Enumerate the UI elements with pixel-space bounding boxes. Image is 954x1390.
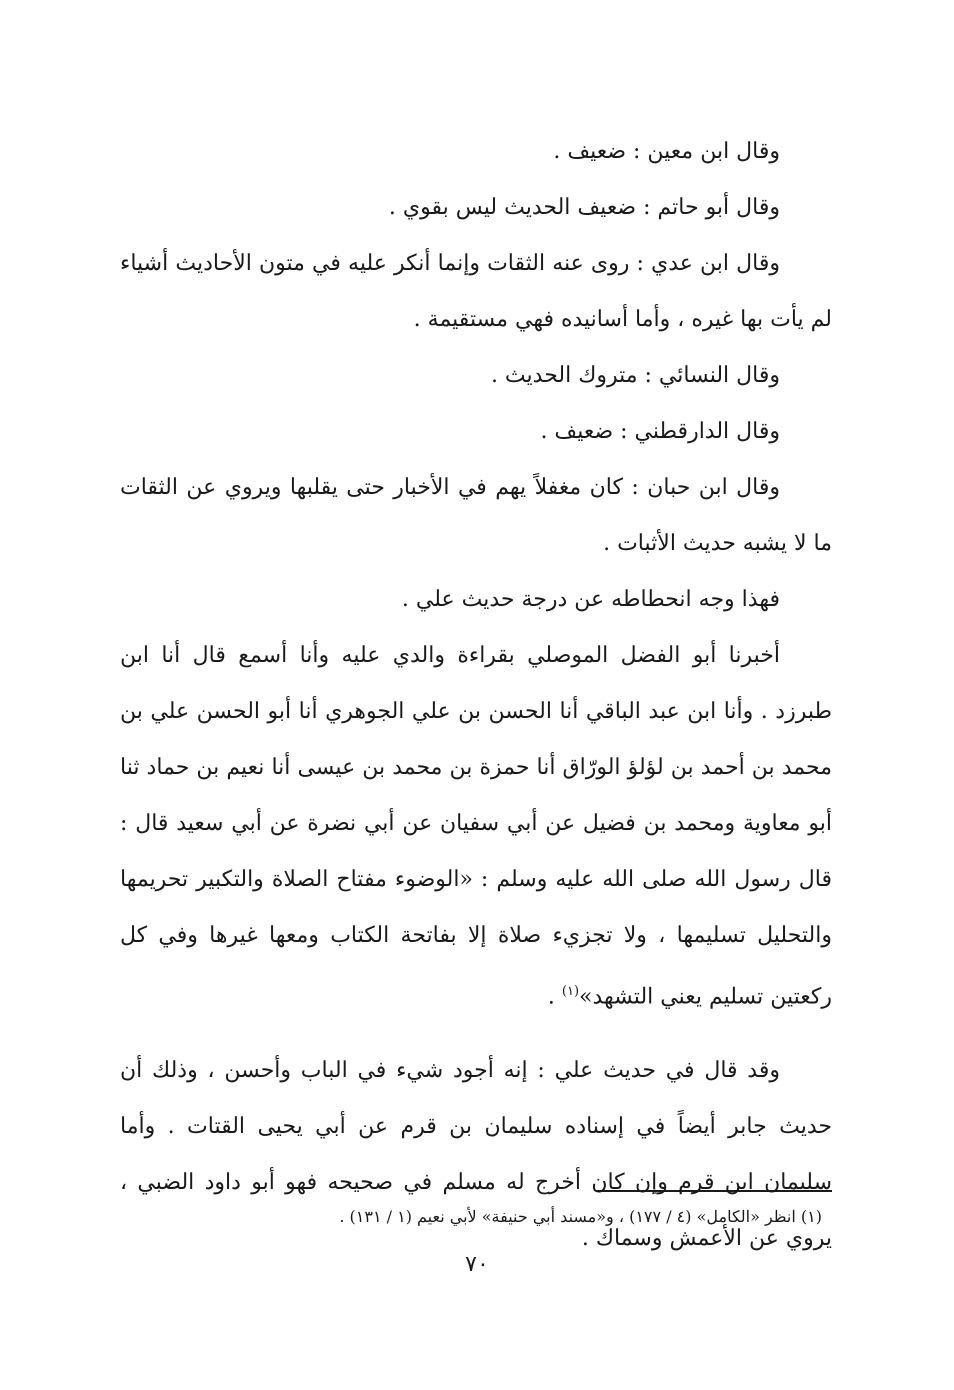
paragraph-daraqutni: وقال الدارقطني : ضعيف . xyxy=(540,419,780,444)
main-text xyxy=(120,124,832,1267)
paragraph-hadith-isnad xyxy=(120,628,832,1025)
paragraph-ibn-adi: وقال ابن عدي : روى عنه الثقات وإنما أنكر عليه في متون الأحاديث أشياء لم يأت بها غيره ، وأما أسانيده فهي مستقيمة . xyxy=(120,251,832,332)
footnote-marker: (١) xyxy=(561,984,580,999)
trailing-period: . xyxy=(547,984,562,1010)
paragraph-nasai: وقال النسائي : متروك الحديث . xyxy=(490,363,780,388)
paragraph-abu-hatim: وقال أبو حاتم : ضعيف الحديث ليس بقوي . xyxy=(388,195,780,220)
paragraph-ibn-hibban: وقال ابن حبان : كان مغفلاً يهم في الأخبار حتى يقلبها ويروي عن الثقات ما لا يشبه حديث الأثبات . xyxy=(120,475,832,556)
page-number: ٧٠ xyxy=(465,1252,489,1277)
hadith-isnad-text: أخبرنا أبو الفضل الموصلي بقراءة والدي عليه وأنا أسمع قال أنا ابن طبرزد . وأنا ابن عبد الباقي أنا الحسن بن علي الجوهري أنا أبو الحسن علي بن محمد بن أحمد بن لؤلؤ الورّاق أنا حمزة بن محمد بن عيسى أنا نعيم بن حماد ثنا أبو معاوية ومحمد بن فضيل عن أبي سفيان عن أبي نضرة عن أبي سعيد قال : قال رسول الله صلى الله عليه وسلم : «الوضوء مفتاح الصلاة والتكبير تحريمها والتحليل تسليمها ، ولا تجزيء صلاة إلا بفاتحة الكتاب ومعها غيرها وفي كل ركعتين تسليم يعني التشهد» xyxy=(120,643,832,1010)
paragraph-conclusion: فهذا وجه انحطاطه عن درجة حديث علي . xyxy=(401,587,780,612)
footnote-separator xyxy=(596,1190,832,1192)
footnote: (١) انظر «الكامل» (٤ / ١٧٧) ، و«مسند أبي حنيفة» لأبي نعيم (١ / ١٣١) . xyxy=(339,1207,822,1226)
paragraph-ibn-maeen: وقال ابن معين : ضعيف . xyxy=(553,139,780,164)
paragraph-commentary: وقد قال في حديث علي : إنه أجود شيء في الباب وأحسن ، وذلك أن حديث جابر أيضاً في إسناده سليمان بن قرم عن أبي يحيى القتات . وأما سليمان ابن قرم وإن كان أخرج له مسلم في صحيحه فهو أبو داود الضبي ، يروي عن الأعمش وسماك . xyxy=(120,1058,832,1252)
